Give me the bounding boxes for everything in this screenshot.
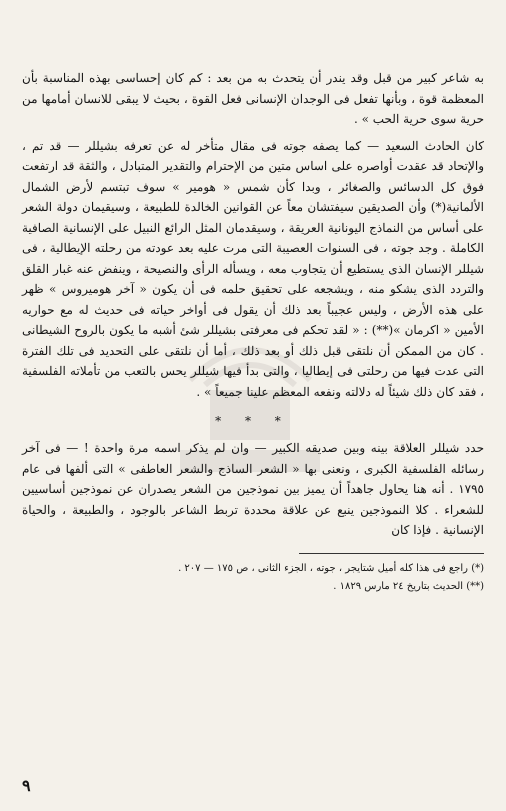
page-body <box>22 68 484 797</box>
footnote-1: (*) راجع فى هذا كله أميل شتايجر ، جوته ، الجزء الثانى ، ص ١٧٥ — ٢٠٧ . <box>178 562 484 574</box>
footnote-rule <box>299 553 484 554</box>
paragraph-1: به شاعر كبير من قبل وقد يندر أن يتحدث به من بعد : كم كان إحساسى بهذه المناسبة بأن المعظمة قوة ، وبأنها تفعل فى الوجدان الإنسانى فعل القوة ، بحيث لا يبقى للانسان أمامها من حرية سوى حرية الحب » . <box>22 71 484 126</box>
paragraph-2: كان الحادث السعيد — كما يصفه جوته فى مقال متأخر له عن تعرفه بشيللر — قد تم ، والإتحاد قد عقدت أواصره على اساس متين من الإحترام والتقدير المتبادل ، والثقة قد ارتفعت فوق كل الدسائس والصغائر ، وبدا كأن شمس « هومير » سوف تبتسم لأرض الشمال الألمانية(*) وأن الصديقين سيفتشان معاً عن القوانين الخالدة للطبيعة ، وسيقيمان دولة الشعر على أساس من النماذج اليونانية العريقة ، وسيقدمان المثل الرائع النبيل على الإنسانية الصافية الكاملة . وجد جوته ، فى السنوات العصيبة التى مرت عليه بعد عودته من رحلته الإيطالية ، فى شيللر الإنسان الذى يستطيع أن يتجاوب معه ، ويسأله الرأى والنصيحة ، وينفض عنه غبار القلق والتردد الذى يشكو منه ، ويشجعه على تحقيق حلمه فى أن يكون « آخر هوميروس » ظهر على هذه الأرض ، وليس عجيباً بعد ذلك أن يقول فى أواخر حياته فى حديث له مع حواريه الأمين « اكرمان »(**) : « لقد تحكم فى معرفتى بشيللر شئ أشبه ما يكون بالروح الشيطانى . كان من الممكن أن نلتقى قبل ذلك أو بعد ذلك ، أما أن نلتقى على التحديد فى تلك الفترة التى عدت فيها من رحلتى فى إيطاليا ، والتى بدأ فيها شيللر يحس بالتعب من تأملاته الفلسفية ، فقد كان ذلك شيئاً له دلالته ونفعه المعظم علينا جميعاً » . <box>22 138 484 399</box>
page-number: ٩ <box>22 776 31 795</box>
footnote-2: (**) الحديث بتاريخ ٢٤ مارس ١٨٢٩ . <box>333 580 484 592</box>
paragraph-3: حدد شيللر العلاقة بينه وبين صديقه الكبير — وان لم يذكر اسمه مرة واحدة ! — فى آخر رسائله الفلسفية الكبرى ، ونعنى بها « الشعر الساذج والشعر العاطفى » التى ألفها فى عام ١٧٩٥ . أنه هنا يحاول جاهداً أن يميز بين نموذجين من الشعر يصدران عن نموذجين أساسيين للشعراء . كلا النموذجين ينبع عن علاقة محددة تربط الشاعر بالوجود ، والطبيعة ، والحياة الإنسانية . فإذا كان <box>22 441 484 537</box>
section-separator: * * * <box>215 414 291 428</box>
